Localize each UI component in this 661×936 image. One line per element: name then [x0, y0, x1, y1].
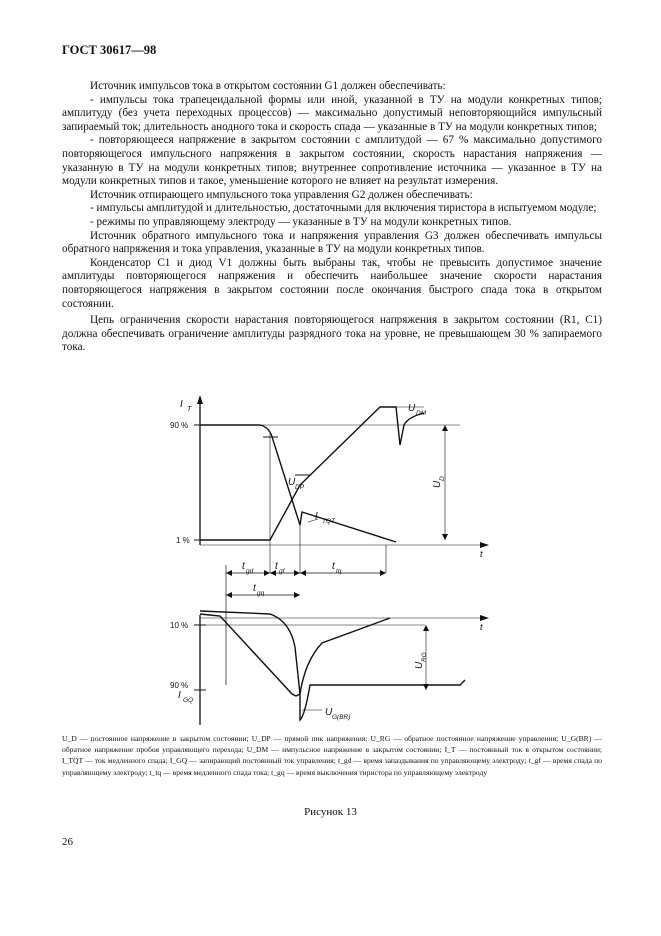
paragraph: Источник отпирающего импульсного тока управления G2 должен обеспечивать: — [90, 188, 473, 201]
label-tgd: t — [242, 561, 245, 572]
paragraph: Источник обратного импульсного тока и напряжения управления G3 должен обеспечивать импульсы обратного напряжения и тока управления, указанные в ТУ на модули конкретных типов. — [62, 229, 602, 256]
label-udp: U — [288, 477, 296, 488]
lower-diagram — [194, 611, 489, 725]
t-axis-lower-arrow — [480, 615, 489, 621]
urg-arrow-top — [423, 625, 429, 631]
paragraph: - режимы по управляющему электроду — указанные в ТУ на модули конкретных типов. — [90, 215, 512, 228]
label-urg: U — [414, 661, 425, 669]
paragraph: - импульсы тока трапецеидальной формы или иной, указанной в ТУ на модули конкретных типов; амплитуду (без учета переходных процессов) — максимально допустимый неповторяющийся импульсный запираемый ток; длительность анодного тока и скорость спада — указанные в ТУ на модули конкретных типов; — [62, 93, 602, 133]
label-it: I — [180, 399, 183, 410]
label-igq-sub: GQ — [183, 697, 194, 704]
paragraph: - импульсы амплитудой и длительностью, достаточными для включения тиристора в испытуемом модуле; — [90, 202, 597, 215]
label-t-upper: t — [480, 549, 483, 559]
label-it-sub: T — [187, 406, 192, 413]
label-ud: U — [432, 480, 443, 488]
label-tick-90-lower: 90 % — [170, 681, 189, 690]
label-tgf: t — [275, 561, 278, 572]
label-tgq-sub: gq — [257, 590, 265, 597]
label-tgq: t — [253, 583, 256, 594]
figure-caption: U_D — постоянное напряжение в закрытом состоянии; U_DP — прямой пик напряжения; U_RG — обратное постоянное напряжение управления; U_G(BR) — обратное напряжение пробоя управляющего перехода; U_DM — импульсное напряжение в закрытом состоянии; I_T — постоянный ток в открытом состоянии; I_TQT — ток медленного спада; I_GQ — запирающий постоянный ток управления; t_gd — время запаздывания по управляющему электроду; t_gf — время спада по управляющему электроду; t_tq — время медленного спада тока; t_gq — время выключения тиристора по управляющему электроду — [62, 734, 602, 777]
it-axis-arrow — [197, 395, 203, 404]
label-udm: U — [408, 403, 416, 414]
upper-diagram — [194, 395, 489, 573]
label-tgd-sub: gd — [246, 568, 254, 575]
label-igq: I — [178, 690, 181, 701]
label-tick-10: 10 % — [170, 621, 189, 630]
ud-arrow-top — [442, 425, 448, 431]
gate-current — [200, 611, 300, 694]
paragraph: Конденсатор C1 и диод V1 должны быть выбраны так, чтобы не превысить допустимое значение амплитуды повторяющегося напряжения и обеспечить наибольшее значение скорости нарастания повторяющегося напряжения в закрытом состоянии после окончания быстрого спада тока в открытом состоянии. — [62, 256, 602, 310]
page-number: 26 — [62, 836, 73, 848]
voltage-waveform — [200, 407, 424, 540]
t-axis-upper-arrow — [480, 542, 489, 548]
gate-voltage — [200, 614, 390, 696]
urg-arrow-bottom — [423, 684, 429, 690]
figure-title: Рисунок 13 — [304, 806, 357, 818]
label-itqt: I — [315, 511, 318, 522]
paragraph: Источник импульсов тока в открытом состоянии G1 должен обеспечивать: — [90, 80, 446, 92]
paragraph: - повторяющееся напряжение в закрытом состоянии с амплитудой — 67 % максимально допустимого повторяющегося импульсного напряжения в закрытом состоянии, скорость нарастания напряжения — указанную в ТУ на модули конкретных типов; внутреннее сопротивление источника — указанное в ТУ на модули конкретных типов и такое, уменьшение которого не влияет на результат измерения. — [62, 134, 602, 188]
label-ud-sub: D — [439, 476, 446, 481]
label-tick-1: 1 % — [176, 536, 190, 545]
figure-13 — [150, 385, 500, 730]
ud-arrow-bottom — [442, 534, 448, 540]
label-ug: U — [325, 707, 333, 718]
label-tgf-sub: gf — [279, 568, 285, 575]
label-tick-90: 90 % — [170, 421, 189, 430]
body-text — [62, 80, 602, 355]
label-itqt-sub: TQT — [322, 518, 335, 525]
label-ug-sub: G(BR) — [332, 714, 351, 721]
label-t-lower: t — [480, 622, 483, 632]
document-header: ГОСТ 30617—98 — [62, 43, 157, 57]
label-udm-sub: DM — [416, 410, 427, 417]
label-udp-sub: DP — [295, 484, 305, 491]
paragraph: Цепь ограничения скорости нарастания повторяющегося напряжения в закрытом состоянии (R1, C1) должна обеспечивать ограничение амплитуды разрядного тока на уровне, не превышающем 30 % запираемого тока. — [62, 314, 602, 354]
label-ttq-sub: tq — [336, 568, 342, 575]
label-ttq: t — [332, 561, 335, 572]
label-urg-sub: RG — [421, 652, 428, 662]
